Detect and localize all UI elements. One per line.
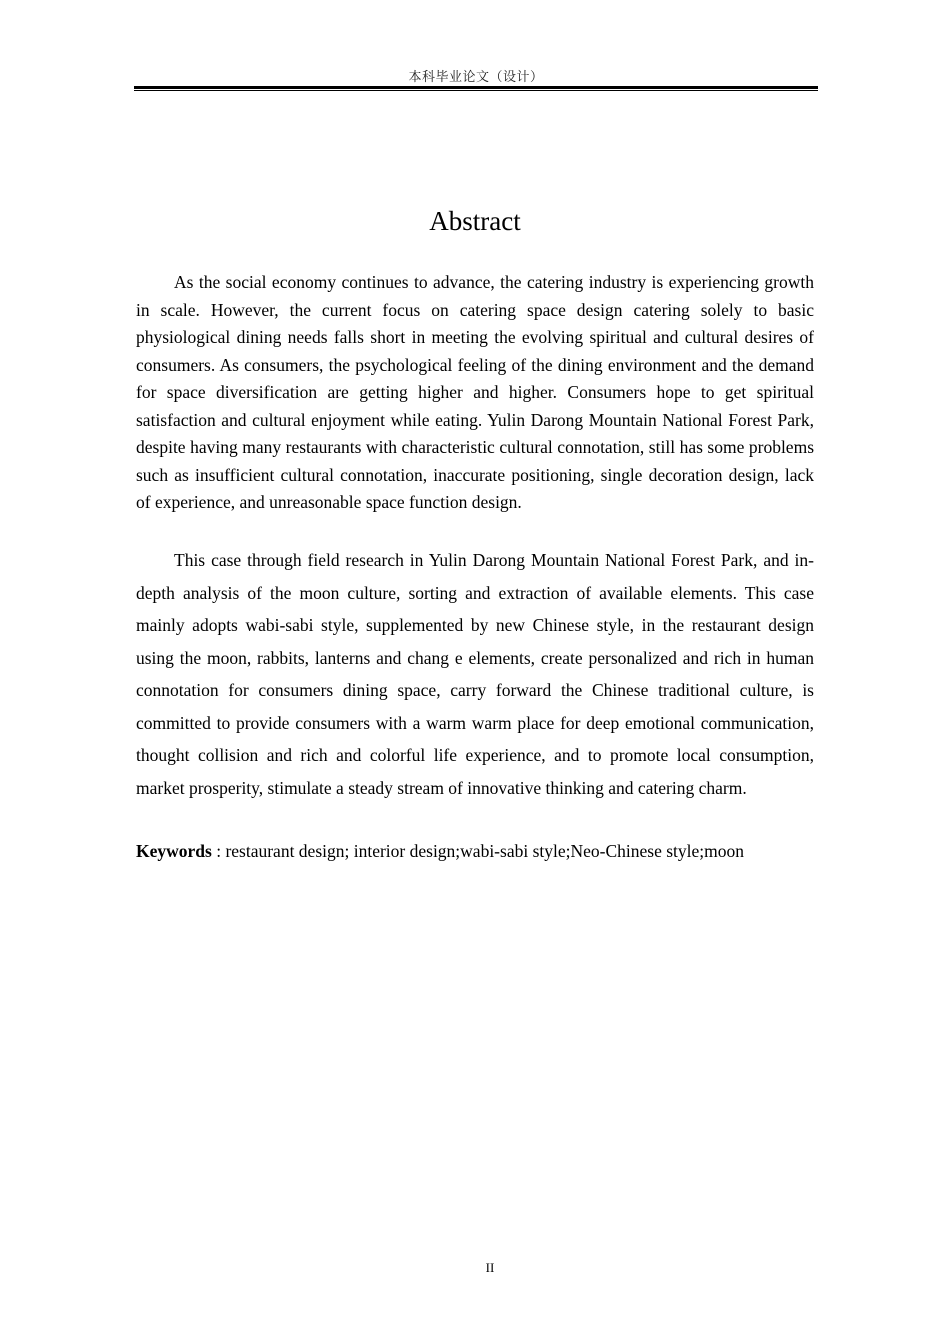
header-rule-secondary bbox=[134, 90, 818, 91]
running-header: 本科毕业论文（设计） bbox=[408, 70, 544, 85]
abstract-paragraph-1: As the social economy continues to advance, the catering industry is experiencing growth in scale. However, the current focus on catering space design catering solely to basic physiological dining needs falls short in meeting the evolving spiritual and cultural desires of consumers. As consumers, the psychological feeling of the dining environment and the demand for space diversification are getting higher and higher. Consumers hope to get spiritual satisfaction and cultural enjoyment while eating. Yulin Darong Mountain National Forest Park, despite having many restaurants with characteristic cultural connotation, still has some problems such as insufficient cultural connotation, inaccurate positioning, single decoration design, lack of experience, and unreasonable space function design. bbox=[136, 272, 814, 512]
abstract-paragraph-2: This case through field research in Yulin Darong Mountain National Forest Park, and in-depth analysis of the moon culture, sorting and extraction of available elements. This case mainly adopts wabi-sabi style, supplemented by new Chinese style, in the restaurant design using the moon, rabbits, lanterns and chang e elements, create personalized and rich in human connotation for consumers dining space, carry forward the Chinese traditional culture, is committed to provide consumers with a warm warm place for deep emotional communication, thought collision and rich and colorful life experience, and to promote local consumption, market prosperity, stimulate a steady stream of innovative thinking and catering charm. bbox=[136, 550, 814, 798]
keywords-text: : restaurant design; interior design;wabi-sabi style;Neo-Chinese style;moon bbox=[211, 841, 745, 861]
page-number: II bbox=[485, 1260, 495, 1275]
keywords-label: Keywords bbox=[136, 841, 212, 861]
header-rule bbox=[134, 86, 818, 89]
abstract-title: Abstract bbox=[429, 206, 521, 236]
keywords-line bbox=[136, 838, 814, 865]
